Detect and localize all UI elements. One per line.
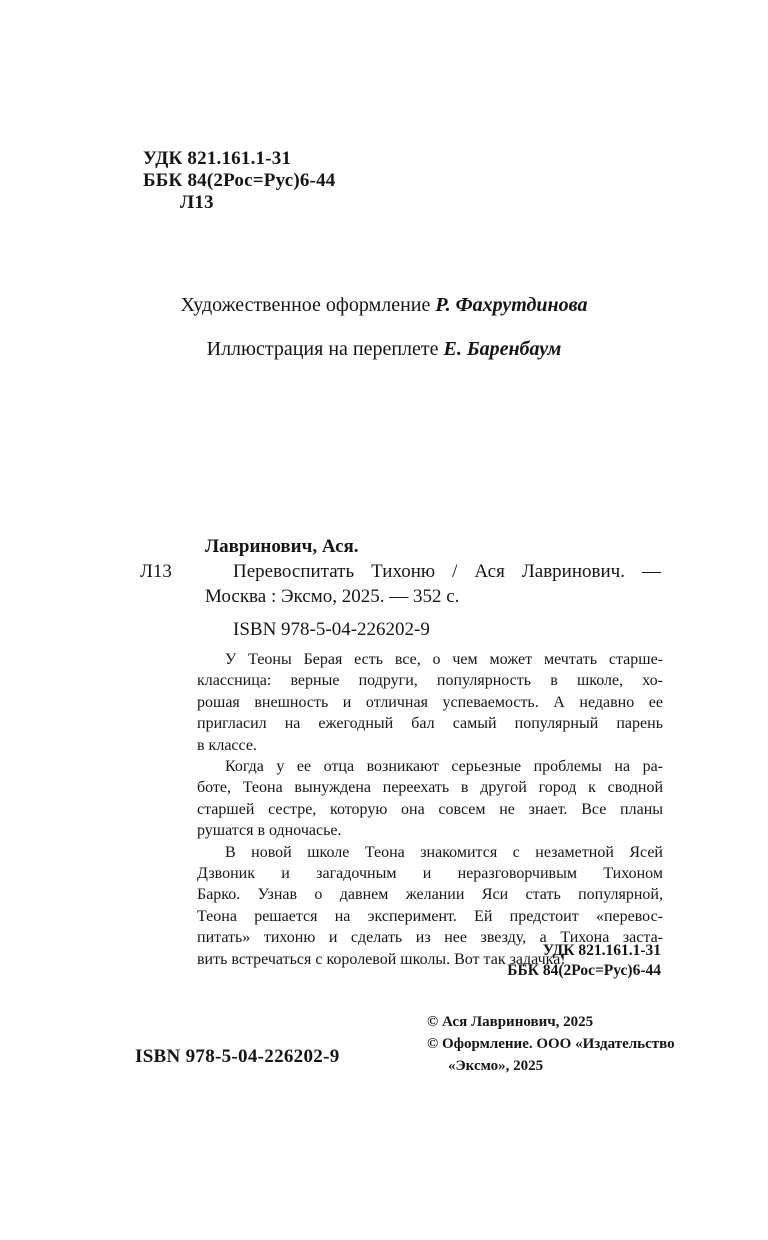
cover-credit-name: Е. Баренбаум [443,338,562,360]
catalog-title-line: Перевоспитать Тихоню / Ася Лавринович. — [233,561,661,582]
copyright-block [427,1011,677,1077]
annotation-line: Теона решается на эксперимент. Ей предстоит «перевос- [197,907,663,925]
bbk-code: ББК 84(2Рос=Рус)6-44 [143,170,336,191]
bbk-code-right: ББК 84(2Рос=Рус)6-44 [507,961,661,979]
annotation-line: рушатся в одночасье. [197,822,342,840]
annotation-line: пригласил на ежегодный бал самый популярный парень [197,715,663,733]
catalog-isbn: ISBN 978-5-04-226202-9 [233,619,430,640]
top-bibliographic-codes [143,148,335,214]
annotation-line: старшей сестре, которую она совсем не знает. Все планы [197,800,663,818]
annotation-line: питать» тихоню и сделать из нее звезду, а Тихона заста- [197,929,663,947]
design-credit-label: Художественное оформление [180,294,436,316]
annotation-line: Дзвоник и загадочным и неразговорчивым Тихоном [197,865,663,883]
catalog-author: Лавринович, Ася. [205,536,359,557]
author-sign: Л13 [180,192,214,213]
catalog-imprint-line: Москва : Эксмо, 2025. — 352 с. [205,586,460,607]
udc-code: УДК 821.161.1-31 [143,148,292,169]
design-credit [124,294,644,317]
copyright-publisher: © Оформление. ООО «Издательство [427,1036,675,1052]
design-credit-name: Р. Фахрутдинова [435,294,588,316]
udc-code-right: УДК 821.161.1-31 [542,942,661,959]
cover-credit-label: Иллюстрация на переплете [206,338,444,360]
copyright-publisher-cont: «Эксмо», 2025 [448,1058,544,1074]
annotation-line: В новой школе Теона знакомится с незаметной Ясей [225,843,663,861]
cover-credit [124,338,644,361]
catalog-author-sign: Л13 [140,561,172,582]
copyright-author: © Ася Лавринович, 2025 [427,1014,594,1030]
annotation-line: вить встречаться с королевой школы. Вот так задачка! [197,950,566,968]
isbn-bottom: ISBN 978-5-04-226202-9 [135,1046,340,1067]
annotation-line: в классе. [197,736,257,754]
right-bibliographic-codes [507,941,661,980]
annotation-line: рошая внешность и отличная успеваемость. А недавно ее [197,693,663,711]
annotation-line: классница: верные подруги, популярность в школе, хо- [197,672,663,690]
annotation-text [197,649,663,970]
annotation-line: боте, Теона вынуждена переехать в другой город к сводной [197,779,663,797]
annotation-line: Барко. Узнав о давнем желании Яси стать популярной, [197,886,663,904]
annotation-line: Когда у ее отца возникают серьезные проблемы на ра- [225,758,663,776]
annotation-line: У Теоны Берая есть все, о чем может мечтать старше- [225,651,663,668]
